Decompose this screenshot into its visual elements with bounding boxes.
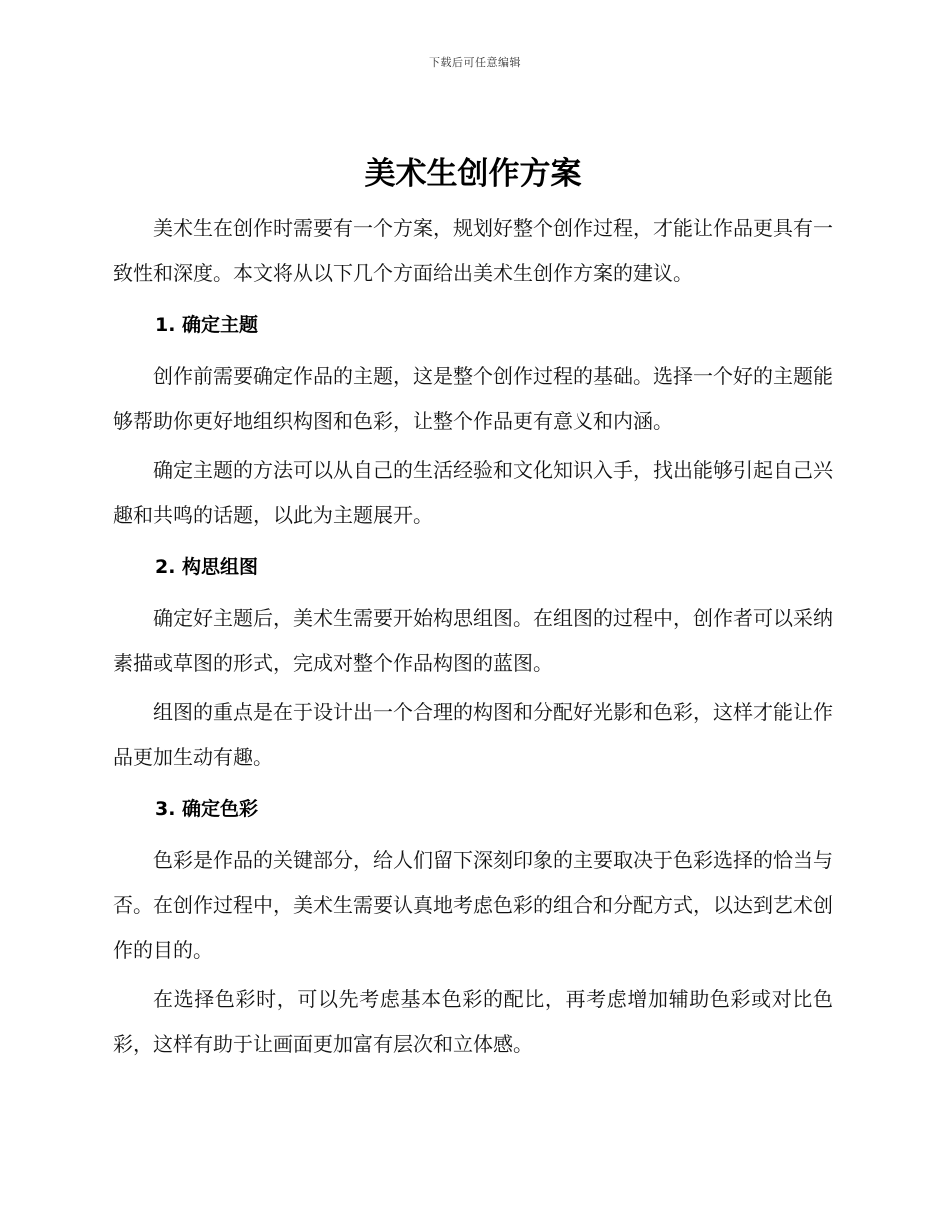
- section-heading: 2. 构思组图: [155, 556, 259, 578]
- section-2: [113, 542, 833, 780]
- section-paragraph: 在选择色彩时，可以先考虑基本色彩的配比，再考虑增加辅助色彩或对比色彩，这样有助于让画面更加富有层次和立体感。: [113, 987, 833, 1056]
- section-paragraph: 色彩是作品的关键部分，给人们留下深刻印象的主要取决于色彩选择的恰当与否。在创作过程中，美术生需要认真地考虑色彩的组合和分配方式，以达到艺术创作的目的。: [113, 848, 833, 962]
- section-paragraph: 组图的重点是在于设计出一个合理的构图和分配好光影和色彩，这样才能让作品更加生动有趣。: [113, 700, 833, 769]
- header-note: 下载后可任意编辑: [429, 56, 521, 69]
- section-heading: 1. 确定主题: [155, 314, 259, 336]
- section-paragraph: 确定好主题后，美术生需要开始构思组图。在组图的过程中，创作者可以采纳素描或草图的形式，完成对整个作品构图的蓝图。: [113, 606, 833, 675]
- section-paragraph: 创作前需要确定作品的主题，这是整个创作过程的基础。选择一个好的主题能够帮助你更好地组织构图和色彩，让整个作品更有意义和内涵。: [113, 364, 833, 433]
- section-3: [113, 784, 833, 1067]
- section-paragraph: 确定主题的方法可以从自己的生活经验和文化知识入手，找出能够引起自己兴趣和共鸣的话题，以此为主题展开。: [113, 458, 833, 527]
- document-content: [113, 150, 833, 1071]
- document-title: 美术生创作方案: [364, 156, 582, 192]
- section-heading: 3. 确定色彩: [155, 798, 259, 820]
- section-1: [113, 300, 833, 538]
- intro-paragraph: 美术生在创作时需要有一个方案，规划好整个创作过程，才能让作品更具有一致性和深度。本文将从以下几个方面给出美术生创作方案的建议。: [113, 216, 833, 285]
